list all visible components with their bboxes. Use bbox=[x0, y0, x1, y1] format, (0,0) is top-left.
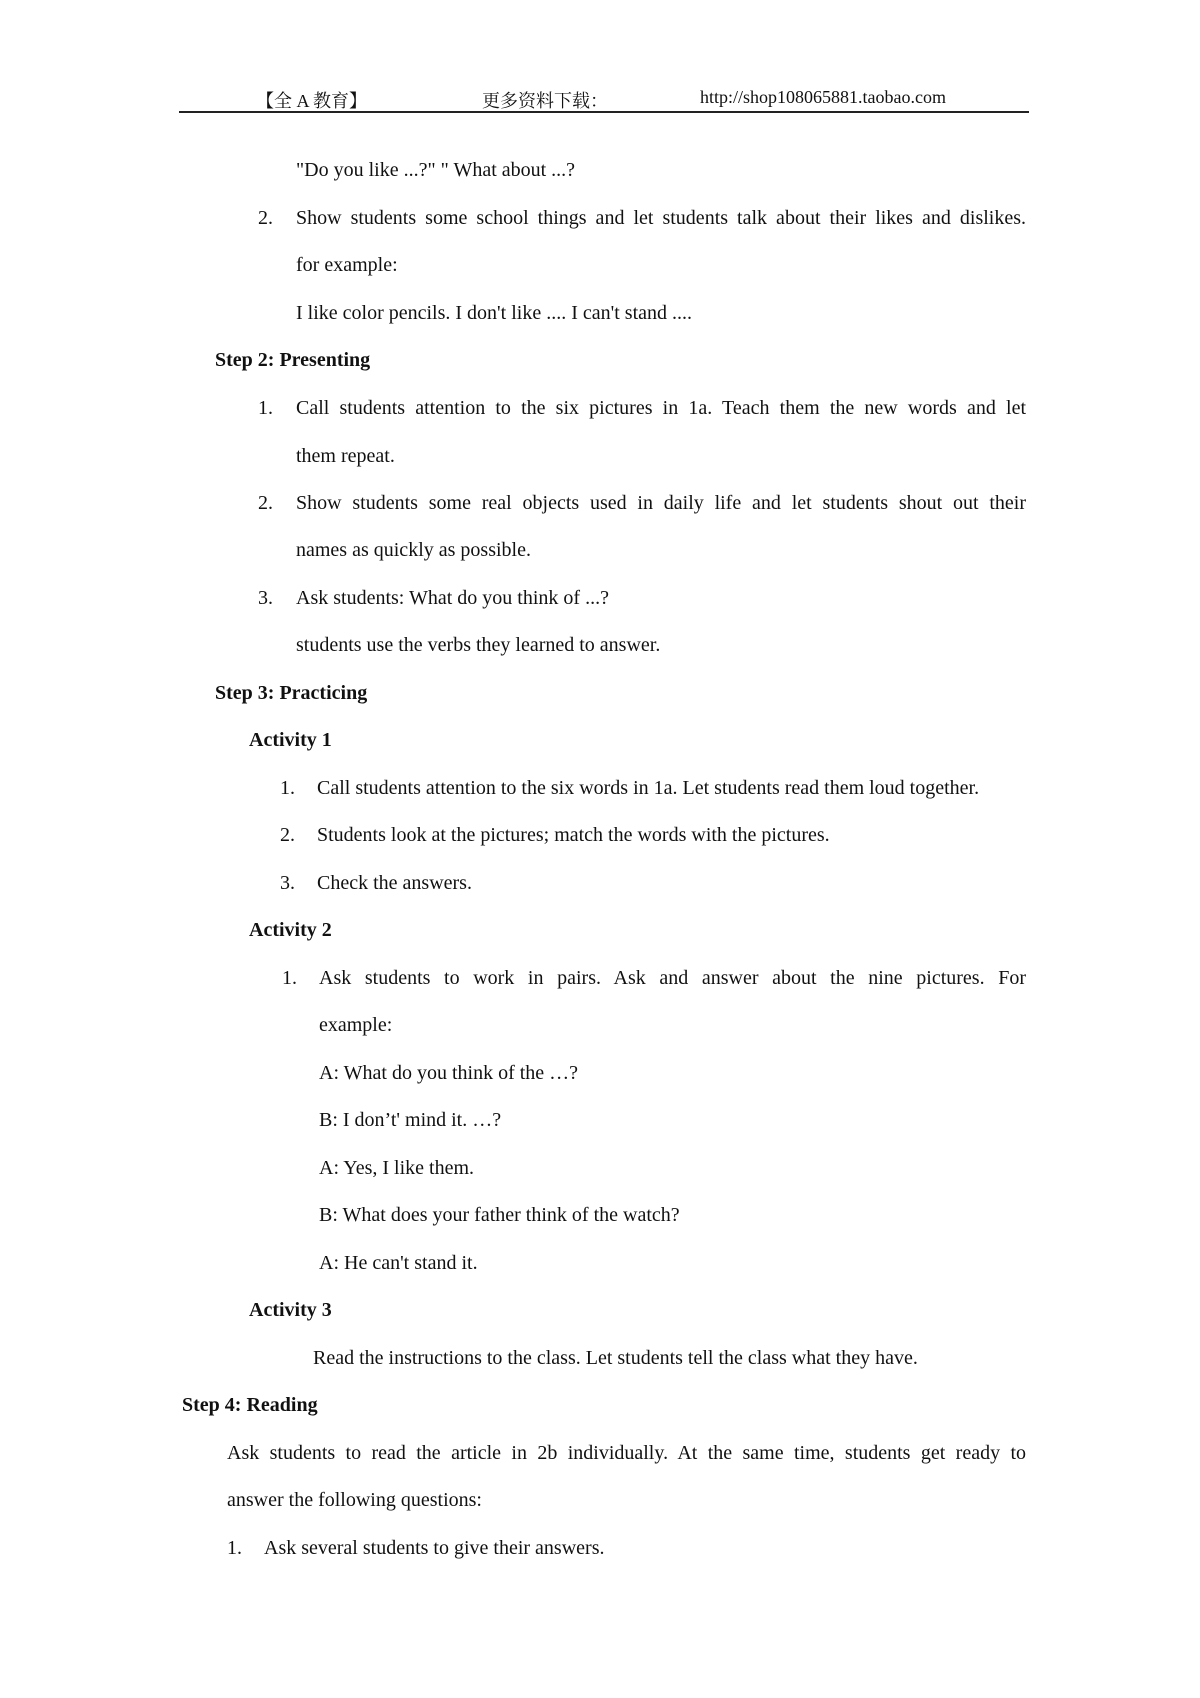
dialogue-line: A: Yes, I like them. bbox=[319, 1157, 474, 1179]
activity-heading: Activity 3 bbox=[249, 1299, 332, 1321]
list-number: 1. bbox=[258, 397, 273, 419]
text-line: names as quickly as possible. bbox=[296, 539, 531, 561]
list-number: 2. bbox=[258, 492, 273, 514]
text-line: Ask students to read the article in 2b individually. At the same time, students get ready to bbox=[227, 1442, 1026, 1464]
text-line: Call students attention to the six words in 1a. Let students read them loud together. bbox=[317, 777, 980, 799]
header-download-label: 更多资料下载： bbox=[482, 91, 608, 111]
text-line: Ask students to work in pairs. Ask and answer about the nine pictures. For bbox=[319, 967, 1026, 989]
activity-heading: Activity 1 bbox=[249, 729, 332, 751]
text-line: for example: bbox=[296, 254, 398, 276]
text-line: Show students some school things and let students talk about their likes and dislikes. bbox=[296, 207, 1026, 229]
text-line: Check the answers. bbox=[317, 872, 472, 894]
header-brand: 【全 A 教育】 bbox=[256, 91, 368, 111]
list-number: 1. bbox=[282, 967, 297, 989]
section-heading: Step 4: Reading bbox=[182, 1394, 318, 1416]
list-number: 3. bbox=[258, 587, 273, 609]
list-number: 1. bbox=[280, 777, 295, 799]
text-line: Ask students: What do you think of ...? bbox=[296, 587, 609, 609]
list-number: 2. bbox=[258, 207, 273, 229]
text-line: Show students some real objects used in daily life and let students shout out their bbox=[296, 492, 1026, 514]
list-number: 2. bbox=[280, 824, 295, 846]
text-line: "Do you like ...?" " What about ...? bbox=[296, 159, 576, 181]
text-line: answer the following questions: bbox=[227, 1489, 482, 1511]
header-url[interactable]: http://shop108065881.taobao.com bbox=[700, 87, 946, 107]
text-line: students use the verbs they learned to answer. bbox=[296, 634, 661, 656]
activity-heading: Activity 2 bbox=[249, 919, 332, 941]
text-line: example: bbox=[319, 1014, 393, 1036]
list-number: 1. bbox=[227, 1537, 242, 1559]
text-line: I like color pencils. I don't like .... I can't stand .... bbox=[296, 302, 692, 324]
dialogue-line: B: What does your father think of the watch? bbox=[319, 1204, 680, 1226]
section-heading: Step 2: Presenting bbox=[215, 349, 371, 371]
text-line: Students look at the pictures; match the words with the pictures. bbox=[317, 824, 830, 846]
list-number: 3. bbox=[280, 872, 295, 894]
dialogue-line: B: I don’t' mind it. …? bbox=[319, 1109, 502, 1131]
dialogue-line: A: He can't stand it. bbox=[319, 1252, 478, 1274]
text-line: Read the instructions to the class. Let students tell the class what they have. bbox=[313, 1347, 918, 1369]
header-divider bbox=[179, 111, 1029, 113]
text-line: Ask several students to give their answers. bbox=[264, 1537, 605, 1559]
dialogue-line: A: What do you think of the …? bbox=[319, 1062, 579, 1084]
text-line: them repeat. bbox=[296, 445, 395, 467]
section-heading: Step 3: Practicing bbox=[215, 682, 368, 704]
text-line: Call students attention to the six pictures in 1a. Teach them the new words and let bbox=[296, 397, 1026, 419]
